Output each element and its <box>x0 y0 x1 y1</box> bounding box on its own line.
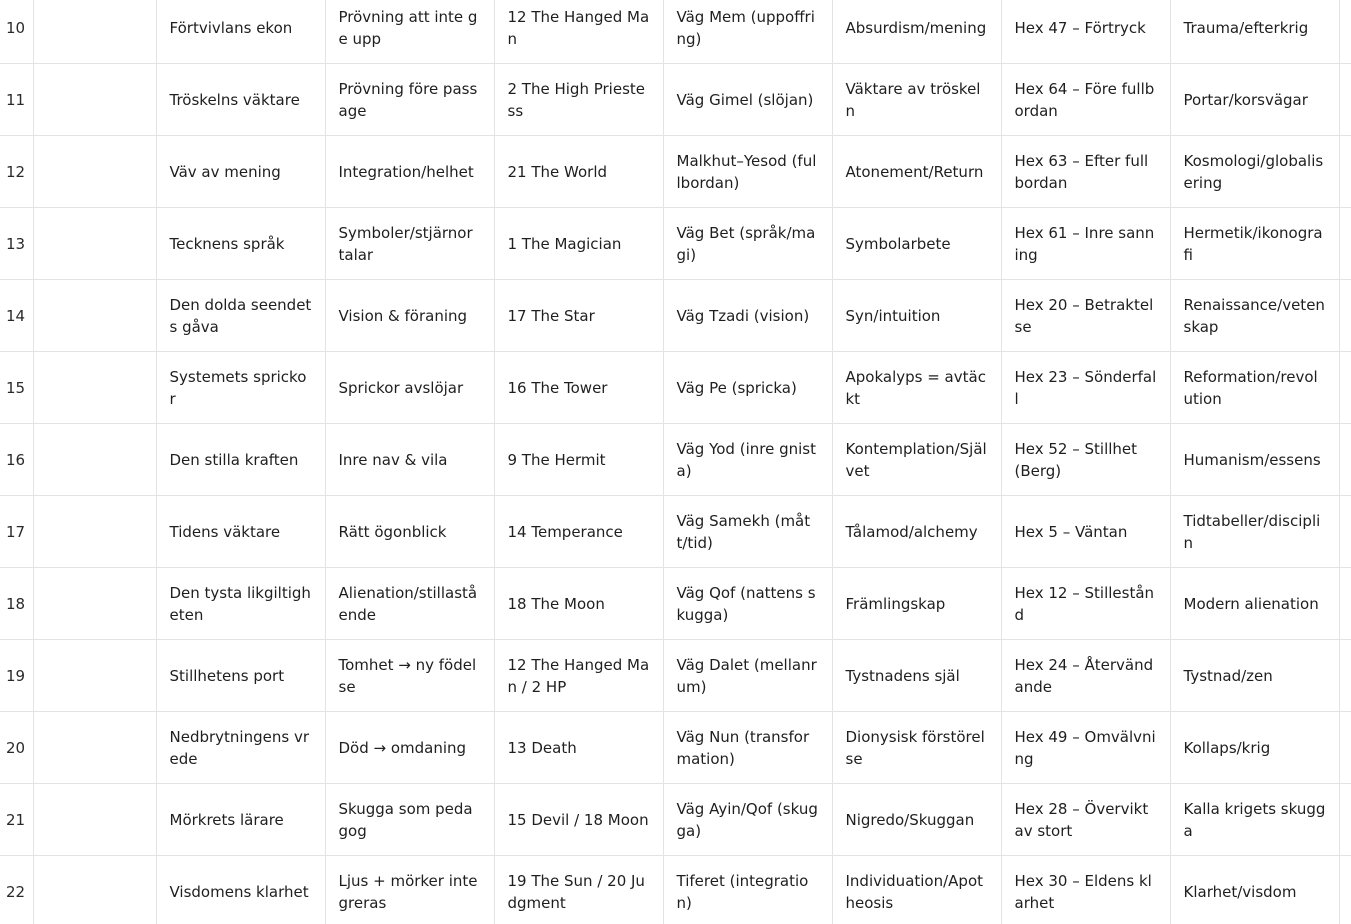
cell-titel[interactable]: Den dolda seendets gåva <box>156 280 325 352</box>
row-number[interactable]: 15 <box>0 352 33 424</box>
cell-tarot[interactable]: 13 Death <box>494 712 663 784</box>
empty-cell[interactable] <box>33 640 156 712</box>
empty-cell[interactable] <box>33 784 156 856</box>
row-number[interactable]: 12 <box>0 136 33 208</box>
cell-motiv[interactable]: Väktare av tröskeln <box>832 64 1001 136</box>
table-row <box>0 136 1351 208</box>
cell-i-ching[interactable]: Hex 23 – Sönderfall <box>1001 352 1170 424</box>
empty-cell[interactable] <box>1339 424 1351 496</box>
cell-tema[interactable]: Prövning att inte ge upp <box>325 0 494 64</box>
cell-tarot[interactable]: 16 The Tower <box>494 352 663 424</box>
cell-tema[interactable]: Inre nav & vila <box>325 424 494 496</box>
cell-i-ching[interactable]: Hex 30 – Eldens klarhet <box>1001 856 1170 924</box>
empty-cell[interactable] <box>1339 280 1351 352</box>
cell-titel[interactable]: Tidens väktare <box>156 496 325 568</box>
cell-i-ching[interactable]: Hex 64 – Före fullbordan <box>1001 64 1170 136</box>
empty-cell[interactable] <box>1339 0 1351 64</box>
table-row <box>0 280 1351 352</box>
cell-epok[interactable]: Kosmologi/globalisering <box>1170 136 1339 208</box>
cell-i-ching[interactable]: Hex 47 – Förtryck <box>1001 0 1170 64</box>
cell-kabbala[interactable]: Väg Pe (spricka) <box>663 352 832 424</box>
cell-i-ching[interactable]: Hex 28 – Övervikt av stort <box>1001 784 1170 856</box>
empty-cell[interactable] <box>33 568 156 640</box>
row-number[interactable]: 10 <box>0 0 33 64</box>
cell-titel[interactable]: Nedbrytningens vrede <box>156 712 325 784</box>
table-row <box>0 424 1351 496</box>
cell-motiv[interactable]: Dionysisk förstörelse <box>832 712 1001 784</box>
cell-motiv[interactable]: Apokalyps = avtäckt <box>832 352 1001 424</box>
cell-epok[interactable]: Tidtabeller/disciplin <box>1170 496 1339 568</box>
cell-kabbala[interactable]: Väg Qof (nattens skugga) <box>663 568 832 640</box>
table-row <box>0 712 1351 784</box>
table-row <box>0 496 1351 568</box>
empty-cell[interactable] <box>33 280 156 352</box>
empty-cell[interactable] <box>1339 352 1351 424</box>
empty-cell[interactable] <box>33 0 156 64</box>
row-number[interactable]: 13 <box>0 208 33 280</box>
cell-epok[interactable]: Trauma/efterkrig <box>1170 0 1339 64</box>
cell-motiv[interactable]: Tålamod/alchemy <box>832 496 1001 568</box>
table-row <box>0 856 1351 924</box>
cell-tarot[interactable]: 2 The High Priestess <box>494 64 663 136</box>
cell-kabbala[interactable]: Väg Yod (inre gnista) <box>663 424 832 496</box>
cell-tema[interactable]: Tomhet → ny födelse <box>325 640 494 712</box>
empty-cell[interactable] <box>33 64 156 136</box>
cell-titel[interactable]: Systemets sprickor <box>156 352 325 424</box>
cell-motiv[interactable]: Individuation/Apotheosis <box>832 856 1001 924</box>
cell-epok[interactable]: Klarhet/visdom <box>1170 856 1339 924</box>
cell-tarot[interactable]: 15 Devil / 18 Moon <box>494 784 663 856</box>
empty-cell[interactable] <box>33 208 156 280</box>
cell-titel[interactable]: Tröskelns väktare <box>156 64 325 136</box>
cell-tema[interactable]: Alienation/stillastående <box>325 568 494 640</box>
table-row <box>0 64 1351 136</box>
cell-epok[interactable]: Modern alienation <box>1170 568 1339 640</box>
table-row <box>0 208 1351 280</box>
cell-tema[interactable]: Sprickor avslöjar <box>325 352 494 424</box>
cell-titel[interactable]: Förtvivlans ekon <box>156 0 325 64</box>
cell-motiv[interactable]: Symbolarbete <box>832 208 1001 280</box>
cell-i-ching[interactable]: Hex 61 – Inre sanning <box>1001 208 1170 280</box>
empty-cell[interactable] <box>33 424 156 496</box>
cell-tarot[interactable]: 21 The World <box>494 136 663 208</box>
cell-tema[interactable]: Skugga som pedagog <box>325 784 494 856</box>
table-row <box>0 784 1351 856</box>
empty-cell[interactable] <box>1339 568 1351 640</box>
cell-tema[interactable]: Död → omdaning <box>325 712 494 784</box>
empty-cell[interactable] <box>33 352 156 424</box>
empty-cell[interactable] <box>33 856 156 924</box>
empty-cell[interactable] <box>1339 496 1351 568</box>
cell-kabbala[interactable]: Tiferet (integration) <box>663 856 832 924</box>
row-number[interactable]: 17 <box>0 496 33 568</box>
cell-tarot[interactable]: 1 The Magician <box>494 208 663 280</box>
cell-kabbala[interactable]: Väg Ayin/Qof (skugga) <box>663 784 832 856</box>
cell-tema[interactable]: Symboler/stjärnor talar <box>325 208 494 280</box>
cell-kabbala[interactable]: Väg Dalet (mellanrum) <box>663 640 832 712</box>
empty-cell[interactable] <box>1339 784 1351 856</box>
cell-tema[interactable]: Ljus + mörker integreras <box>325 856 494 924</box>
cell-epok[interactable]: Reformation/revolution <box>1170 352 1339 424</box>
row-number[interactable]: 21 <box>0 784 33 856</box>
cell-i-ching[interactable]: Hex 63 – Efter fullbordan <box>1001 136 1170 208</box>
cell-tarot[interactable]: 17 The Star <box>494 280 663 352</box>
cell-motiv[interactable]: Främlingskap <box>832 568 1001 640</box>
cell-epok[interactable]: Renaissance/vetenskap <box>1170 280 1339 352</box>
cell-titel[interactable]: Visdomens klarhet <box>156 856 325 924</box>
cell-tema[interactable]: Rätt ögonblick <box>325 496 494 568</box>
empty-cell[interactable] <box>33 712 156 784</box>
empty-cell[interactable] <box>33 496 156 568</box>
table-row <box>0 352 1351 424</box>
cell-titel[interactable]: Stillhetens port <box>156 640 325 712</box>
cell-motiv[interactable]: Tystnadens själ <box>832 640 1001 712</box>
cell-epok[interactable]: Tystnad/zen <box>1170 640 1339 712</box>
empty-cell[interactable] <box>1339 136 1351 208</box>
cell-tarot[interactable]: 12 The Hanged Man / 2 HP <box>494 640 663 712</box>
cell-titel[interactable]: Väv av mening <box>156 136 325 208</box>
cell-i-ching[interactable]: Hex 24 – Återvändande <box>1001 640 1170 712</box>
cell-tema[interactable]: Integration/helhet <box>325 136 494 208</box>
cell-epok[interactable]: Humanism/essens <box>1170 424 1339 496</box>
cell-epok[interactable]: Hermetik/ikonografi <box>1170 208 1339 280</box>
empty-cell[interactable] <box>1339 64 1351 136</box>
empty-cell[interactable] <box>1339 208 1351 280</box>
cell-epok[interactable]: Kalla krigets skugga <box>1170 784 1339 856</box>
cell-kabbala[interactable]: Väg Samekh (mått/tid) <box>663 496 832 568</box>
cell-titel[interactable]: Tecknens språk <box>156 208 325 280</box>
table-row <box>0 568 1351 640</box>
cell-titel[interactable]: Mörkrets lärare <box>156 784 325 856</box>
cell-kabbala[interactable]: Väg Gimel (slöjan) <box>663 64 832 136</box>
empty-cell[interactable] <box>1339 712 1351 784</box>
cell-motiv[interactable]: Absurdism/mening <box>832 0 1001 64</box>
cell-tema[interactable]: Prövning före passage <box>325 64 494 136</box>
cell-tarot[interactable]: 9 The Hermit <box>494 424 663 496</box>
cell-i-ching[interactable]: Hex 20 – Betraktelse <box>1001 280 1170 352</box>
empty-cell[interactable] <box>33 136 156 208</box>
cell-tarot[interactable]: 18 The Moon <box>494 568 663 640</box>
cell-titel[interactable]: Den tysta likgiltigheten <box>156 568 325 640</box>
cell-kabbala[interactable]: Väg Nun (transformation) <box>663 712 832 784</box>
cell-motiv[interactable]: Atonement/Return <box>832 136 1001 208</box>
cell-motiv[interactable]: Syn/intuition <box>832 280 1001 352</box>
cell-tema[interactable]: Vision & föraning <box>325 280 494 352</box>
cell-kabbala[interactable]: Väg Mem (uppoffring) <box>663 0 832 64</box>
row-number[interactable]: 16 <box>0 424 33 496</box>
cell-tarot[interactable]: 12 The Hanged Man <box>494 0 663 64</box>
row-number[interactable]: 22 <box>0 856 33 924</box>
row-number[interactable]: 14 <box>0 280 33 352</box>
empty-cell[interactable] <box>1339 856 1351 924</box>
cell-epok[interactable]: Kollaps/krig <box>1170 712 1339 784</box>
row-number[interactable]: 18 <box>0 568 33 640</box>
cell-tarot[interactable]: 19 The Sun / 20 Judgment <box>494 856 663 924</box>
cell-i-ching[interactable]: Hex 12 – Stillestånd <box>1001 568 1170 640</box>
cell-tarot[interactable]: 14 Temperance <box>494 496 663 568</box>
cell-motiv[interactable]: Nigredo/Skuggan <box>832 784 1001 856</box>
table-row <box>0 0 1351 64</box>
table-row <box>0 640 1351 712</box>
cell-kabbala[interactable]: Malkhut–Yesod (fullbordan) <box>663 136 832 208</box>
cell-motiv[interactable]: Kontemplation/Självet <box>832 424 1001 496</box>
row-number[interactable]: 20 <box>0 712 33 784</box>
cell-titel[interactable]: Den stilla kraften <box>156 424 325 496</box>
cell-kabbala[interactable]: Väg Bet (språk/magi) <box>663 208 832 280</box>
empty-cell[interactable] <box>1339 640 1351 712</box>
cell-i-ching[interactable]: Hex 52 – Stillhet (Berg) <box>1001 424 1170 496</box>
cell-epok[interactable]: Portar/korsvägar <box>1170 64 1339 136</box>
cell-i-ching[interactable]: Hex 49 – Omvälvning <box>1001 712 1170 784</box>
cell-kabbala[interactable]: Väg Tzadi (vision) <box>663 280 832 352</box>
cell-i-ching[interactable]: Hex 5 – Väntan <box>1001 496 1170 568</box>
row-number[interactable]: 11 <box>0 64 33 136</box>
row-number[interactable]: 19 <box>0 640 33 712</box>
